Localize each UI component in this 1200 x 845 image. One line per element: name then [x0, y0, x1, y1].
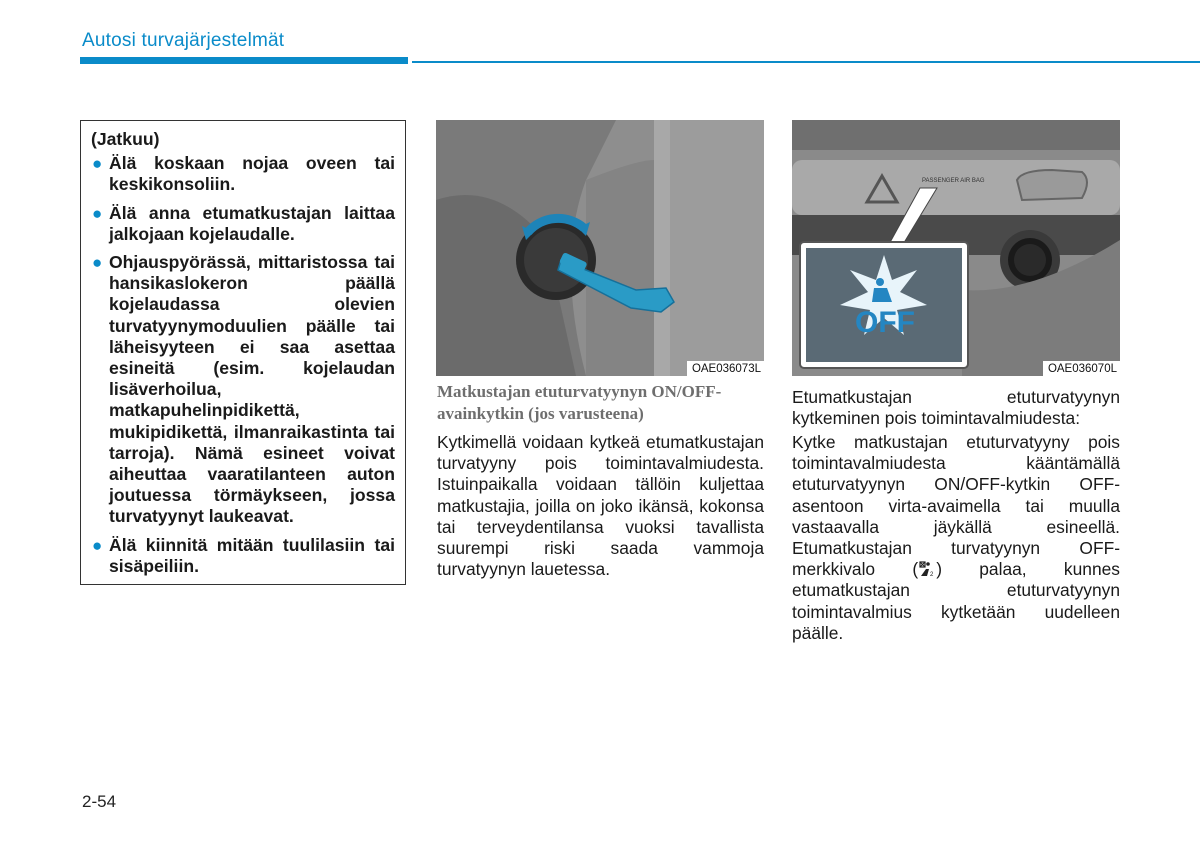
header-rule-thick [80, 57, 408, 64]
section-header-title: Autosi turvajärjestelmät [82, 30, 285, 51]
warning-item [91, 203, 395, 245]
column3-body [792, 432, 1120, 644]
section-heading: Matkustajan etuturvatyynyn ON/OFF-avainkytkin (jos varusteena) [437, 382, 722, 423]
warning-item-text: Älä koskaan nojaa oveen tai keskikonsoliin. [109, 153, 395, 195]
indicator-figure [792, 120, 1120, 376]
indicator-off-text: OFF [855, 306, 915, 339]
airbag-off-icon [919, 561, 935, 577]
bullet-icon: ● [92, 154, 103, 174]
airbag-off-indicator-illustration-icon [792, 120, 1120, 376]
page-number: 2-54 [82, 792, 117, 811]
bullet-icon: ● [92, 203, 103, 223]
section-body: Kytkimellä voidaan kytkeä etumatkustajan turvatyyny pois toimintavalmiudesta. Istuinpaikalla voidaan tällöin kuljettaa matkustajia, joilla on joko ikänsä, kokonsa tai terveydentilansa vuoksi tavallista suurempi riski saada vammoja turvatyynyn lauetessa. [437, 432, 764, 580]
warning-box [80, 120, 406, 585]
warning-item-text: Ohjauspyörässä, mittaristossa tai hansikaslokeron päällä kojelaudassa olevien turvatyynymoduulien päälle tai läheisyyteen ei saa asettaa esineitä (esim. kojelaudan lisäverhoilua, matkapuhelinpidikettä, mukipidikettä, ilmanraikastinta tai tarroja). Nämä esineet voivat aiheuttaa vaaratilanteen auton joutuessa törmäykseen, jossa turvatyynyt laukeavat. [109, 252, 395, 527]
bullet-icon: ● [92, 253, 103, 273]
column3-intro: Etumatkustajan etuturvatyynyn kytkeminen pois toimintavalmiudesta: [792, 387, 1120, 429]
warning-list [91, 153, 395, 577]
header-rule-thin [412, 61, 1200, 63]
column3-body-part1: Kytke matkustajan etuturvatyyny pois toimintavalmiudesta kääntämällä etuturvatyynyn ON/OFF-kytkin OFF-asentoon virta-avaimella tai muulla vastaavalla jäykällä esineellä. Etumatkustajan turvatyynyn OFF-merkkivalo ( [792, 432, 1120, 580]
warning-item-text: Älä kiinnitä mitään tuulilasiin tai sisäpeiliin. [109, 534, 395, 576]
svg-text:2: 2 [930, 572, 934, 578]
warning-item [91, 535, 395, 577]
key-switch-figure [436, 120, 764, 376]
panel-text: PASSENGER AIR BAG [922, 178, 985, 184]
figure-code: OAE036070L [1043, 361, 1120, 376]
key-switch-illustration-icon [436, 120, 764, 376]
figure-code: OAE036073L [687, 361, 764, 376]
warning-item [91, 153, 395, 195]
warning-item [91, 252, 395, 528]
bullet-icon: ● [92, 535, 103, 555]
column3-body-part2: ) palaa, kunnes etumatkustajan etuturvatyynyn toimintavalmius kytketään uudelleen päälle. [792, 559, 1120, 643]
warning-item-text: Älä anna etumatkustajan laittaa jalkojaan kojelaudalle. [109, 202, 395, 244]
continued-label: (Jatkuu) [91, 129, 160, 149]
